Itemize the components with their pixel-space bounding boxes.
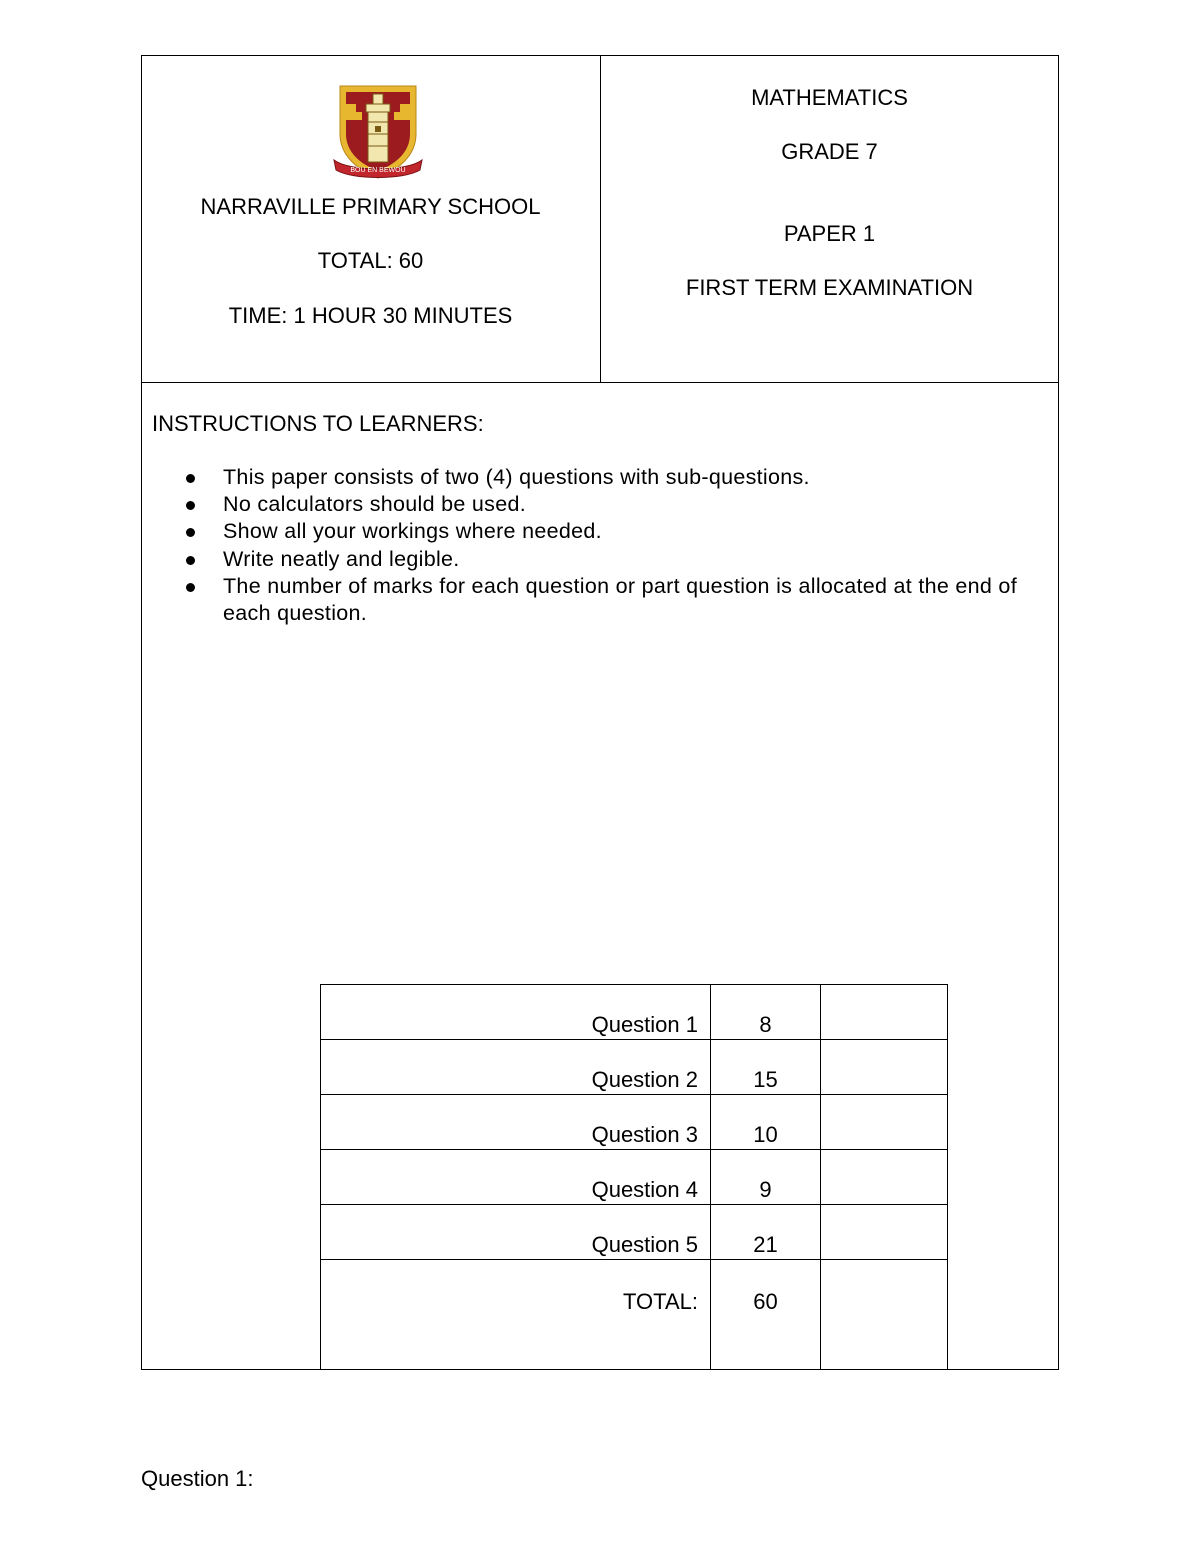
question-marks: 8 <box>711 985 821 1040</box>
subject-title: MATHEMATICS <box>751 85 908 110</box>
svg-text:BOU EN BEWOU: BOU EN BEWOU <box>350 167 406 174</box>
marks-table <box>320 984 948 1370</box>
table-row <box>321 1040 948 1095</box>
table-row <box>321 1095 948 1150</box>
instructions-heading: INSTRUCTIONS TO LEARNERS: <box>152 411 484 436</box>
question-marks: 15 <box>711 1040 821 1095</box>
instruction-item <box>186 573 1036 627</box>
question-heading: Question 1: <box>141 1466 254 1491</box>
total-marks-value: 60 <box>711 1260 821 1370</box>
bullet-icon <box>186 556 195 565</box>
instruction-item <box>186 546 1036 573</box>
total-label: TOTAL: <box>321 1260 711 1370</box>
question-label: Question 1 <box>321 985 711 1040</box>
paper-label: PAPER 1 <box>783 221 876 246</box>
instructions-list <box>186 464 1036 627</box>
instruction-item <box>186 491 1036 518</box>
instruction-text: Show all your workings where needed. <box>223 519 602 544</box>
total-row <box>321 1260 948 1370</box>
question-label: Question 5 <box>321 1205 711 1260</box>
exam-name: FIRST TERM EXAMINATION <box>685 275 974 300</box>
bullet-icon <box>186 583 195 592</box>
table-row <box>321 1205 948 1260</box>
exam-duration: TIME: 1 HOUR 30 MINUTES <box>228 303 513 328</box>
question-marks: 10 <box>711 1095 821 1150</box>
score-cell[interactable] <box>821 1095 948 1150</box>
instruction-text: No calculators should be used. <box>223 492 527 517</box>
instruction-item <box>186 518 1036 545</box>
total-score-cell[interactable] <box>821 1260 948 1370</box>
bullet-icon <box>186 501 195 510</box>
instruction-text: The number of marks for each question or part question is allocated at the end of each question. <box>223 573 1017 626</box>
bullet-icon <box>186 474 195 483</box>
score-cell[interactable] <box>821 985 948 1040</box>
grade-label: GRADE 7 <box>781 139 878 164</box>
score-cell[interactable] <box>821 1040 948 1095</box>
instruction-item <box>186 464 1036 491</box>
school-crest-logo <box>330 82 426 182</box>
question-label: Question 2 <box>321 1040 711 1095</box>
table-row <box>321 1150 948 1205</box>
table-row <box>321 985 948 1040</box>
total-marks: TOTAL: 60 <box>317 248 424 273</box>
score-cell[interactable] <box>821 1205 948 1260</box>
score-cell[interactable] <box>821 1150 948 1205</box>
instruction-text: Write neatly and legible. <box>223 546 460 571</box>
question-label: Question 4 <box>321 1150 711 1205</box>
instruction-text: This paper consists of two (4) questions with sub-questions. <box>223 465 810 489</box>
bullet-icon <box>186 528 195 537</box>
school-name: NARRAVILLE PRIMARY SCHOOL <box>200 194 541 219</box>
question-marks: 9 <box>711 1150 821 1205</box>
question-marks: 21 <box>711 1205 821 1260</box>
question-label: Question 3 <box>321 1095 711 1150</box>
